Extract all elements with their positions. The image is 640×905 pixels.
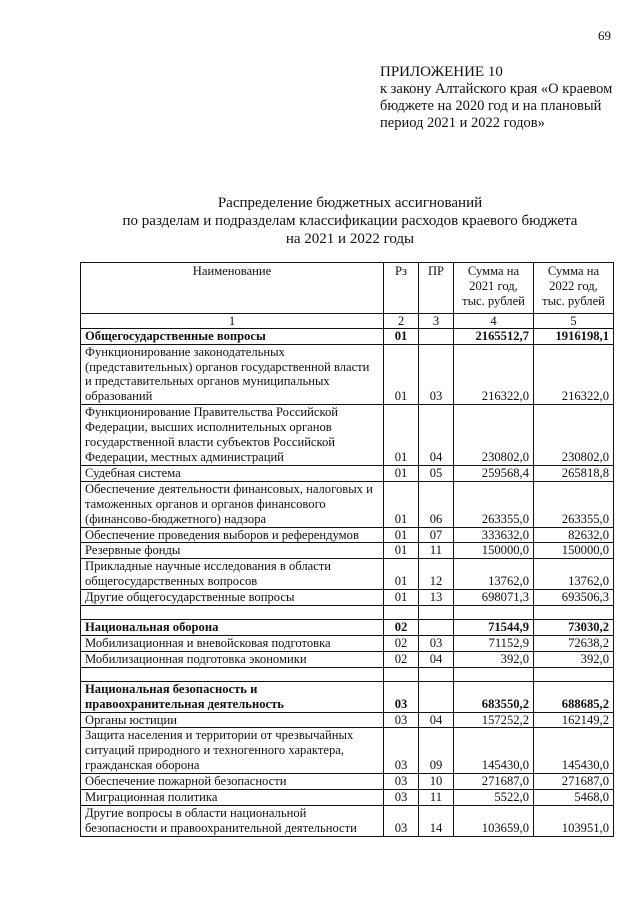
row-sum-2021: 263355,0 (454, 481, 534, 527)
row-pr: 14 (419, 806, 454, 837)
row-sum-2021: 683550,2 (454, 681, 534, 712)
row-sum-2021: 13762,0 (454, 559, 534, 590)
row-pr: 04 (419, 405, 454, 466)
title-line: на 2021 и 2022 годы (285, 231, 415, 247)
header-sum-2021: Сумма на 2021 год, тыс. рублей (454, 263, 534, 314)
table-row (81, 527, 614, 543)
row-name: Другие вопросы в области национальной безопасности и правоохранительной деятельности (81, 806, 384, 837)
header-sum-2022: Сумма на 2022 год, тыс. рублей (534, 263, 614, 314)
row-pr: 04 (419, 651, 454, 667)
row-sum-2021: 2165512,7 (454, 328, 534, 344)
budget-table (80, 262, 614, 837)
row-name: Прикладные научные исследования в области общегосударственных вопросов (81, 559, 384, 590)
row-name: Общегосударственные вопросы (81, 328, 384, 344)
row-name: Национальная оборона (81, 620, 384, 636)
table-row (81, 728, 614, 774)
row-pr: 12 (419, 559, 454, 590)
row-pr: 11 (419, 543, 454, 559)
row-name: Обеспечение проведения выборов и референдумов (81, 527, 384, 543)
row-name: Резервные фонды (81, 543, 384, 559)
row-name: Обеспечение пожарной безопасности (81, 774, 384, 790)
row-sum-2022: 1916198,1 (534, 328, 614, 344)
row-name (81, 606, 384, 620)
header-rz: Рз (384, 263, 419, 314)
row-name: Функционирование законодательных (представительных) органов государственной власти и представительных органов муниципальных образований (81, 344, 384, 405)
row-sum-2022: 145430,0 (534, 728, 614, 774)
row-sum-2022: 103951,0 (534, 806, 614, 837)
row-sum-2022 (534, 606, 614, 620)
row-rz: 01 (384, 344, 419, 405)
row-rz: 03 (384, 728, 419, 774)
row-sum-2021: 271687,0 (454, 774, 534, 790)
row-rz: 01 (384, 405, 419, 466)
row-rz (384, 606, 419, 620)
row-rz: 03 (384, 790, 419, 806)
header-name: Наименование (81, 263, 384, 314)
row-sum-2022: 5468,0 (534, 790, 614, 806)
row-rz: 01 (384, 328, 419, 344)
row-sum-2022: 216322,0 (534, 344, 614, 405)
table-body (81, 328, 614, 836)
row-pr: 03 (419, 635, 454, 651)
row-rz: 03 (384, 712, 419, 728)
document-title (80, 194, 620, 248)
row-pr: 06 (419, 481, 454, 527)
table-row (81, 774, 614, 790)
row-pr (419, 606, 454, 620)
row-rz: 01 (384, 543, 419, 559)
spacer-row (81, 606, 614, 620)
row-sum-2022: 13762,0 (534, 559, 614, 590)
row-pr: 05 (419, 465, 454, 481)
row-pr (419, 681, 454, 712)
row-sum-2022: 230802,0 (534, 405, 614, 466)
row-pr: 10 (419, 774, 454, 790)
row-name: Судебная система (81, 465, 384, 481)
index-cell: 5 (534, 313, 614, 328)
table-row (81, 559, 614, 590)
row-rz: 03 (384, 681, 419, 712)
row-sum-2021: 71544,9 (454, 620, 534, 636)
row-rz: 01 (384, 481, 419, 527)
row-name: Защита населения и территории от чрезвычайных ситуаций природного и техногенного характера, гражданская оборона (81, 728, 384, 774)
table-row (81, 790, 614, 806)
section-row (81, 620, 614, 636)
index-cell: 4 (454, 313, 534, 328)
table-row (81, 712, 614, 728)
row-sum-2021: 259568,4 (454, 465, 534, 481)
row-rz: 03 (384, 774, 419, 790)
table-row (81, 405, 614, 466)
appendix-title: ПРИЛОЖЕНИЕ 10 (380, 64, 503, 80)
row-sum-2022: 693506,3 (534, 590, 614, 606)
spacer-row (81, 667, 614, 681)
row-name: Мобилизационная подготовка экономики (81, 651, 384, 667)
row-rz (384, 667, 419, 681)
row-sum-2021: 333632,0 (454, 527, 534, 543)
row-name: Миграционная политика (81, 790, 384, 806)
row-sum-2021: 150000,0 (454, 543, 534, 559)
row-rz: 02 (384, 635, 419, 651)
row-sum-2022: 688685,2 (534, 681, 614, 712)
row-sum-2021 (454, 667, 534, 681)
row-pr: 11 (419, 790, 454, 806)
section-row (81, 681, 614, 712)
row-sum-2021: 230802,0 (454, 405, 534, 466)
row-sum-2021: 145430,0 (454, 728, 534, 774)
row-sum-2021: 157252,2 (454, 712, 534, 728)
row-name: Национальная безопасность и правоохранительная деятельность (81, 681, 384, 712)
row-sum-2021: 216322,0 (454, 344, 534, 405)
row-rz: 01 (384, 590, 419, 606)
row-pr: 03 (419, 344, 454, 405)
row-sum-2021: 5522,0 (454, 790, 534, 806)
row-rz: 01 (384, 465, 419, 481)
page-number: 69 (598, 28, 611, 43)
table-row (81, 806, 614, 837)
header-row (81, 263, 614, 314)
row-sum-2022: 82632,0 (534, 527, 614, 543)
table-row (81, 481, 614, 527)
row-sum-2021: 71152,9 (454, 635, 534, 651)
row-sum-2022: 73030,2 (534, 620, 614, 636)
row-rz: 02 (384, 651, 419, 667)
row-pr (419, 620, 454, 636)
row-sum-2021: 698071,3 (454, 590, 534, 606)
row-sum-2022: 72638,2 (534, 635, 614, 651)
row-sum-2022: 162149,2 (534, 712, 614, 728)
row-rz: 01 (384, 559, 419, 590)
row-name: Мобилизационная и вневойсковая подготовка (81, 635, 384, 651)
table-row (81, 344, 614, 405)
row-sum-2022 (534, 667, 614, 681)
row-sum-2021 (454, 606, 534, 620)
row-rz: 02 (384, 620, 419, 636)
section-row (81, 328, 614, 344)
row-sum-2021: 392,0 (454, 651, 534, 667)
row-sum-2022: 265818,8 (534, 465, 614, 481)
row-pr: 04 (419, 712, 454, 728)
table-row (81, 635, 614, 651)
index-cell: 2 (384, 313, 419, 328)
appendix-text: к закону Алтайского края «О краевом бюджете на 2020 год и на плановый период 2021 и 2022 годов» (380, 81, 613, 131)
row-sum-2021: 103659,0 (454, 806, 534, 837)
title-line: Распределение бюджетных ассигнований (217, 195, 483, 211)
row-name: Органы юстиции (81, 712, 384, 728)
table-row (81, 590, 614, 606)
index-cell: 1 (81, 313, 384, 328)
row-pr (419, 667, 454, 681)
table-row (81, 465, 614, 481)
row-sum-2022: 271687,0 (534, 774, 614, 790)
row-name (81, 667, 384, 681)
row-sum-2022: 392,0 (534, 651, 614, 667)
row-sum-2022: 263355,0 (534, 481, 614, 527)
row-pr: 07 (419, 527, 454, 543)
appendix-block (380, 64, 620, 132)
row-name: Другие общегосударственные вопросы (81, 590, 384, 606)
row-name: Функционирование Правительства Российской Федерации, высших исполнительных органов государственной власти субъектов Российской Федерации, местных администраций (81, 405, 384, 466)
header-pr: ПР (419, 263, 454, 314)
row-rz: 01 (384, 527, 419, 543)
title-line: по разделам и подразделам классификации расходов краевого бюджета (122, 213, 578, 229)
row-name: Обеспечение деятельности финансовых, налоговых и таможенных органов и органов финансового (финансово-бюджетного) надзора (81, 481, 384, 527)
row-rz: 03 (384, 806, 419, 837)
row-pr: 09 (419, 728, 454, 774)
row-pr (419, 328, 454, 344)
row-sum-2022: 150000,0 (534, 543, 614, 559)
table-row (81, 543, 614, 559)
table-row (81, 651, 614, 667)
row-pr: 13 (419, 590, 454, 606)
column-index-row (81, 313, 614, 328)
index-cell: 3 (419, 313, 454, 328)
